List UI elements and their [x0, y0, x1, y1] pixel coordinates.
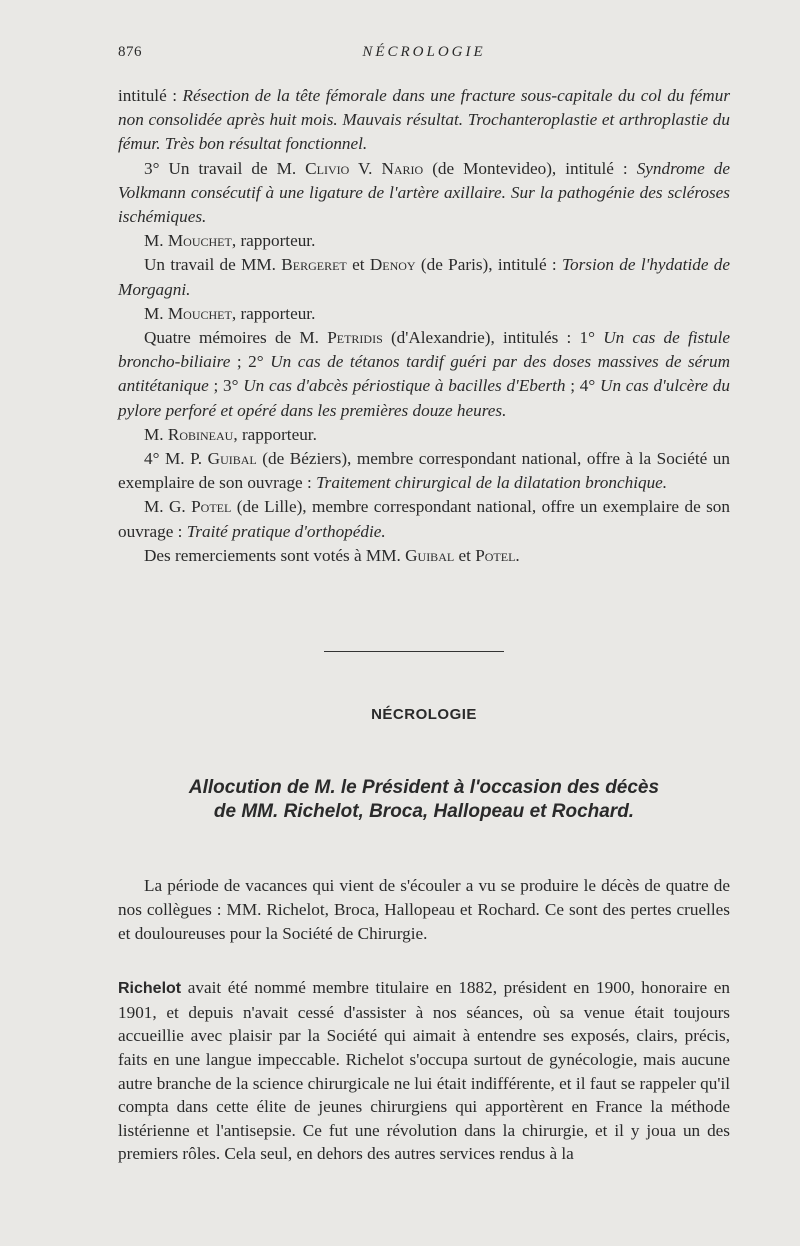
paragraph: M. G. Potel (de Lille), membre correspondant national, offre un exemplaire de son ouvrage : Traité pratique d'orthopédie.: [118, 497, 730, 541]
paragraph: Des remerciements sont votés à MM. Guibal et Potel.: [144, 545, 520, 565]
paragraph: M. Robineau, rapporteur.: [144, 424, 317, 444]
paragraph: M. Mouchet, rapporteur.: [144, 303, 316, 323]
paragraph: intitulé : Résection de la tête fémorale dans une fracture sous-capitale du col du fémur non consolidée après huit mois. Mauvais résultat. Trochanteroplastie et arthroplastie du fémur. Très bon résultat fonctionnel.: [118, 86, 731, 154]
subtitle-line: Allocution de M. le Président à l'occasion des décès: [188, 777, 660, 798]
paragraph: M. Mouchet, rapporteur.: [144, 231, 316, 251]
proceedings-text: [118, 84, 730, 568]
person-name: Richelot: [118, 980, 182, 998]
page-header: [118, 44, 730, 68]
paragraph: Quatre mémoires de M. Petridis (d'Alexandrie), intitulés : 1° Un cas de fistule broncho-biliaire ; 2° Un cas de tétanos tardif guéri par des doses massives de sérum antitétanique ; 3° Un cas d'abcès périostique à bacilles d'Eberth ; 4° Un cas d'ulcère du pylore perforé et opéré dans les premières douze heures.: [118, 328, 730, 420]
body-paragraph: La période de vacances qui vient de s'écouler a vu se produire le décès de quatre de nos collègues : MM. Richelot, Broca, Hallopeau et Rochard. Ce sont des pertes cruelles et douloureuses pour la Société de Chirurgie.: [118, 876, 730, 944]
section-title: NÉCROLOGIE: [371, 706, 477, 723]
body-paragraph: Richelot avait été nommé membre titulaire en 1882, président en 1900, honoraire en 1901, et depuis n'avait cessé d'assister à nos séances, où sa venue était toujours accueillie avec plaisir par la Société qui aimait à entendre ses exposés, clairs, précis, faits en une langue impeccable. Richelot s'occupa surtout de gynécologie, mais aucune autre branche de la science chirurgicale ne lui était indifférente, et il faut se rappeler qu'il compta dans cette élite de jeunes chirurgiens qui apportèrent en France la méthode listérienne et l'antisepsie. Ce fut une révolution dans la chirurgie, et il y joua un des premiers rôles. Cela seul, en dehors des autres services rendus à la: [118, 978, 730, 1164]
page-number: 876: [118, 44, 142, 60]
paragraph: 3° Un travail de M. Clivio V. Nario (de Montevideo), intitulé : Syndrome de Volkmann consécutif à une ligature de l'artère axillaire. Sur la pathogénie des scléroses ischémiques.: [118, 158, 731, 227]
paragraph: Un travail de MM. Bergeret et Denoy (de Paris), intitulé : Torsion de l'hydatide de Morgagni.: [118, 255, 731, 299]
author-name: Clivio V. Nario: [305, 158, 424, 178]
section-subtitle: [118, 776, 730, 824]
section-divider: [324, 651, 504, 652]
subtitle-line: de MM. Richelot, Broca, Hallopeau et Rochard.: [213, 801, 635, 822]
running-title: NÉCROLOGIE: [362, 44, 486, 60]
paragraph: 4° M. P. Guibal (de Béziers), membre correspondant national, offre à la Société un exemplaire de son ouvrage : Traitement chirurgical de la dilatation bronchique.: [118, 449, 730, 493]
